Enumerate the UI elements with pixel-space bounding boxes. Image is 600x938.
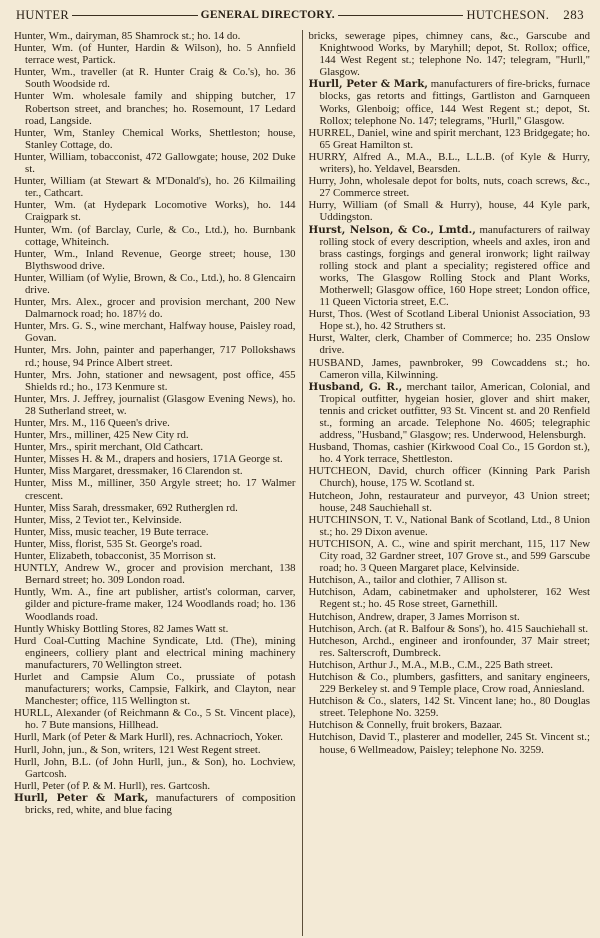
header-rule-left xyxy=(72,15,198,16)
directory-entry xyxy=(14,465,296,477)
entry-text: Hunter, Wm. (of Hunter, Hardin & Wilson), ho. 5 Annfield terrace west, Partick. xyxy=(14,42,296,67)
entry-text: Hutchison, Arthur J., M.A., M.B., C.M., 225 Bath street. xyxy=(308,658,553,671)
directory-entry xyxy=(14,792,296,816)
entry-text: Hurd Coal-Cutting Machine Syndicate, Ltd. (The), mining engineers, colliery plant and electrical mining machinery manufacturers, 70 Wellington street. xyxy=(14,634,296,671)
entry-text: Huntly Whisky Bottling Stores, 82 James Watt st. xyxy=(14,622,229,635)
directory-entry xyxy=(309,611,591,623)
entry-text: HURLL, Alexander (of Reichmann & Co., 5 St. Vincent place), ho. 7 Bute mansions, Hillhead. xyxy=(14,707,296,732)
entry-text: HUTCHINSON, T. V., National Bank of Scotland, Ltd., 8 Union st.; ho. 29 Dixon avenue. xyxy=(308,513,590,538)
directory-entry xyxy=(14,526,296,538)
directory-entry xyxy=(309,671,591,695)
running-header xyxy=(16,6,584,24)
directory-entry xyxy=(309,30,591,78)
entry-text: HUTCHEON, David, church officer (Kinning Park Parish Church), house, 175 W. Scotland st. xyxy=(308,465,590,490)
entry-text: Hurlet and Campsie Alum Co., prussiate of potash manufacturers; works, Campsie, Falkirk, and Clayton, near Manchester; office, 115 Wellington st. xyxy=(14,670,296,708)
entry-text: manufacturers of composition bricks, red, white, and blue facing xyxy=(25,791,296,816)
entry-text: Hunter, Miss, music teacher, 19 Bute terrace. xyxy=(14,525,209,538)
directory-entry xyxy=(14,151,296,175)
entry-text: HUSBAND, James, pawnbroker, 99 Cowcaddens st.; ho. Cameron villa, Kilwinning. xyxy=(308,356,590,381)
entry-text: Hunter, William (of Wylie, Brown, & Co., Ltd.), ho. 8 Glencairn drive. xyxy=(14,271,296,296)
entry-text: Hunter Wm. wholesale family and shipping butcher, 17 Robertson street, and branches; ho. Rosemount, 17 Ledard road, Langside. xyxy=(14,90,296,127)
entry-text: Hurll, Mark (of Peter & Mark Hurll), res. Achnacrioch, Yoker. xyxy=(14,731,283,744)
directory-entry xyxy=(309,574,591,586)
entry-text: Hunter, Miss Margaret, dressmaker, 16 Clarendon st. xyxy=(14,465,243,478)
directory-entry xyxy=(14,731,296,743)
directory-entry xyxy=(309,357,591,381)
directory-entry xyxy=(309,514,591,538)
directory-entry xyxy=(14,562,296,586)
directory-entry xyxy=(14,502,296,514)
directory-entry xyxy=(309,695,591,719)
entry-text: Hunter, Mrs. John, stationer and newsagent, post office, 455 Shields rd.; ho., 173 Kenmure st. xyxy=(14,368,296,393)
directory-entry xyxy=(14,453,296,465)
entry-text: Hutchison, Arch. (at R. Balfour & Sons'), ho. 415 Sauchiehall st. xyxy=(308,622,589,635)
entry-text: Hunter, Mrs. John, painter and paperhanger, 717 Pollokshaws rd.; house, 94 Prince Albert street. xyxy=(14,344,296,369)
entry-text: Hunter, Misses H. & M., drapers and hosiers, 171A George st. xyxy=(14,453,283,466)
directory-entry xyxy=(14,744,296,756)
entry-text: Hutchison & Co., plumbers, gasfitters, and sanitary engineers, 229 Berkeley st. and 9 Temple place, Crow road, Anniesland. xyxy=(308,670,590,696)
directory-entry xyxy=(309,224,591,309)
entry-text: Hurry, William (of Small & Hurry), house, 44 Kyle park, Uddingston. xyxy=(308,199,590,224)
entry-text: Hunter, Mrs. J. Jeffrey, journalist (Glasgow Evening News), ho. 28 Sutherland street, w. xyxy=(14,392,296,417)
entry-text: HUNTLY, Andrew W., grocer and provision merchant, 138 Bernard street; ho. 309 London road. xyxy=(14,562,296,587)
directory-entry xyxy=(14,30,296,42)
entry-text: Hurst, Thos. (West of Scotland Liberal Unionist Association, 93 Hope st.), ho. 42 Struthers st. xyxy=(308,308,590,333)
directory-entry xyxy=(14,429,296,441)
directory-entry xyxy=(309,465,591,489)
entry-text: HUTCHISON, A. C., wine and spirit merchant, 115, 117 New City road, 32 Gardner street, 107 Grove st., and 599 Garscube road; ho. 3 Queen Margaret place, Kelvinside. xyxy=(308,537,590,575)
header-title: GENERAL DIRECTORY. xyxy=(200,9,335,21)
directory-entry xyxy=(14,344,296,368)
entry-heading: Hurll, Peter & Mark, xyxy=(308,78,428,91)
entry-text: Hutchison & Co., slaters, 142 St. Vincent lane; ho., 80 Douglas street. Telephone No. 3259. xyxy=(308,695,590,720)
directory-entry xyxy=(309,381,591,441)
directory-entry xyxy=(309,199,591,223)
directory-entry xyxy=(309,623,591,635)
directory-entry xyxy=(309,538,591,574)
header-last-entry: HUTCHESON. xyxy=(466,7,550,22)
directory-entry xyxy=(309,151,591,175)
entry-text: Hunter, Mrs., spirit merchant, Old Cathcart. xyxy=(14,441,204,454)
left-column xyxy=(14,30,296,936)
directory-entry xyxy=(309,441,591,465)
directory-entry xyxy=(14,42,296,66)
entry-text: Hunter, Wm., traveller (at R. Hunter Craig & Co.'s), ho. 36 South Woodside rd. xyxy=(14,66,296,91)
entry-text: Hunter, Mrs. Alex., grocer and provision merchant, 200 New Dalmarnock road; ho. 187½ do. xyxy=(14,296,296,321)
entry-heading: Husband, G. R., xyxy=(308,380,403,393)
entry-text: Hutcheson, Archd., engineer and ironfounder, 37 Mair street; res. Salterscroft, Dumbreck. xyxy=(308,634,590,659)
directory-entry xyxy=(309,127,591,151)
entry-text: Hurry, John, wholesale depot for bolts, nuts, coach screws, &c., 27 Commerce street. xyxy=(308,175,590,200)
directory-entry xyxy=(309,635,591,659)
directory-entry xyxy=(309,719,591,731)
directory-entry xyxy=(14,586,296,622)
directory-entry xyxy=(14,780,296,792)
directory-entry xyxy=(14,538,296,550)
directory-entry xyxy=(14,66,296,90)
directory-entry xyxy=(14,550,296,562)
entry-text: manufacturers of fire-bricks, furnace blocks, gas retorts and fittings, Gartliston and Garnqueen Works, Glenboig; office, 144 West Regent st.; depot, St. Rollox; telephone No. 147; telegrams, "Hurll," Glasgow. xyxy=(319,78,590,127)
entry-text: Hunter, Mrs. M., 116 Queen's drive. xyxy=(14,417,170,429)
directory-entry xyxy=(14,320,296,344)
entry-text: Hutcheon, John, restaurateur and purveyor, 43 Union street; house, 248 Sauchiehall st. xyxy=(308,489,590,514)
entry-text: Hunter, Elizabeth, tobacconist, 35 Morrison st. xyxy=(14,550,216,563)
entry-text: Hutchison, David T., plasterer and modeller, 245 St. Vincent st.; house, 6 Wellmeadow, Paisley; telephone No. 3259. xyxy=(308,731,590,756)
directory-entry xyxy=(14,175,296,199)
directory-entry xyxy=(309,659,591,671)
entry-text: Hurll, John, B.L. (of John Hurll, jun., & Son), ho. Lochview, Gartcosh. xyxy=(14,755,296,780)
entry-text: HURRY, Alfred A., M.A., B.L., L.L.B. (of Kyle & Hurry, writers), ho. Yeldavel, Bearsden. xyxy=(308,150,590,176)
directory-entry xyxy=(14,514,296,526)
entry-text: merchant tailor, American, Colonial, and Tropical outfitter, hygeian hosier, glover and shirt maker, tennis and cricket outfitter, 93 St. Vincent st. and 20 Renfield st., forming an arcade. Telephone No. 4605; telegraphic address, "Husband," Glasgow; res. Underwood, Helensburgh. xyxy=(319,380,590,442)
entry-text: Hurll, John, jun., & Son, writers, 121 West Regent street. xyxy=(14,743,261,756)
directory-entry xyxy=(14,393,296,417)
directory-entry xyxy=(14,127,296,151)
entry-text: Hutchison, A., tailor and clothier, 7 Allison st. xyxy=(308,574,508,587)
entry-heading: Hurll, Peter & Mark, xyxy=(14,791,149,804)
entry-text: Hunter, William, tobacconist, 472 Gallowgate; house, 202 Duke st. xyxy=(14,150,296,176)
directory-entry xyxy=(14,272,296,296)
entry-text: Hunter, Wm. (of Barclay, Curle, & Co., Ltd.), ho. Burnbank cottage, Whiteinch. xyxy=(14,223,296,248)
directory-entry xyxy=(14,369,296,393)
entry-text: Hunter, Wm, Stanley Chemical Works, Shettleston; house, Stanley Cottage, do. xyxy=(14,126,296,151)
entry-text: Hunter, Miss M., milliner, 350 Argyle street; ho. 17 Walmer crescent. xyxy=(14,477,296,502)
directory-entry xyxy=(309,490,591,514)
directory-entry xyxy=(309,332,591,356)
entry-text: Hunter, Miss Sarah, dressmaker, 692 Rutherglen rd. xyxy=(14,501,238,514)
entry-text: Hunter, Wm. (at Hydepark Locomotive Works), ho. 144 Craigpark st. xyxy=(14,199,296,224)
page-number: 283 xyxy=(563,7,584,22)
directory-entry xyxy=(14,756,296,780)
directory-entry xyxy=(14,671,296,707)
header-first-entry: HUNTER xyxy=(16,7,70,22)
directory-entry xyxy=(14,417,296,429)
directory-entry xyxy=(14,441,296,453)
entry-text: HURREL, Daniel, wine and spirit merchant, 123 Bridgegate; ho. 65 Great Hamilton st. xyxy=(308,126,590,151)
entry-text: Hunter, Mrs., milliner, 425 New City rd. xyxy=(14,429,189,442)
directory-entry xyxy=(14,477,296,501)
entry-text: Hunter, Miss, 2 Teviot ter., Kelvinside. xyxy=(14,513,182,526)
entry-text: manufacturers of railway rolling stock of every description, wheels and axles, iron and brass castings, forgings and general ironwork; light railway rolling stock and plant a speciality; registered office and works, The Glasgow Rolling Stock and Plant Works, Motherwell; Glasgow office, 160 Hope street; London office, 11 Queen Victoria street, E.C. xyxy=(319,223,590,309)
directory-entry xyxy=(14,90,296,126)
directory-entry xyxy=(14,623,296,635)
directory-entry xyxy=(14,248,296,272)
directory-entry xyxy=(14,199,296,223)
right-column xyxy=(302,30,591,936)
entry-text: Hurll, Peter (of P. & M. Hurll), res. Gartcosh. xyxy=(14,779,211,792)
entry-text: Hunter, Wm., Inland Revenue, George street; house, 130 Blythswood drive. xyxy=(14,247,296,272)
directory-entry xyxy=(309,586,591,610)
entry-text: bricks, sewerage pipes, chimney cans, &c., Garscube and Knightwood Works, by Maryhill; depot, St. Rollox; office, 144 West Regent st.; telephone No. 147; telegram, "Hurll," Glasgow. xyxy=(308,30,590,79)
directory-entry xyxy=(14,635,296,671)
entry-text: Hurst, Walter, clerk, Chamber of Commerce; ho. 235 Onslow drive. xyxy=(308,332,590,357)
entry-heading: Hurst, Nelson, & Co., Lmtd., xyxy=(308,223,476,236)
entry-text: Hunter, Wm., dairyman, 85 Shamrock st.; ho. 14 do. xyxy=(14,30,241,42)
directory-entry xyxy=(14,296,296,320)
entry-text: Husband, Thomas, cashier (Kirkwood Coal Co., 15 Gordon st.), ho. 4 York terrace, Shettleston. xyxy=(308,441,590,466)
entry-text: Hutchison, Adam, cabinetmaker and upholsterer, 162 West Regent st.; ho. 45 Rose street, Garnethill. xyxy=(308,586,590,611)
directory-entry xyxy=(309,731,591,755)
header-rule-right xyxy=(338,15,464,16)
directory-entry xyxy=(309,175,591,199)
directory-entry xyxy=(14,707,296,731)
entry-text: Hutchison & Connelly, fruit brokers, Bazaar. xyxy=(308,719,503,732)
text-columns xyxy=(14,30,590,936)
entry-text: Hutchison, Andrew, draper, 3 James Morrison st. xyxy=(308,610,520,623)
directory-entry xyxy=(309,308,591,332)
directory-entry xyxy=(14,224,296,248)
entry-text: Huntly, Wm. A., fine art publisher, artist's colorman, carver, gilder and picture-frame maker, 124 Woodlands road; ho. 136 Woodlands road. xyxy=(14,586,296,623)
entry-text: Hunter, Mrs. G. S., wine merchant, Halfway house, Paisley road, Govan. xyxy=(14,320,296,345)
directory-entry xyxy=(309,78,591,126)
entry-text: Hunter, Miss, florist, 535 St. George's road. xyxy=(14,537,203,550)
entry-text: Hunter, William (at Stewart & M'Donald's), ho. 26 Kilmailing ter., Cathcart. xyxy=(14,175,296,200)
